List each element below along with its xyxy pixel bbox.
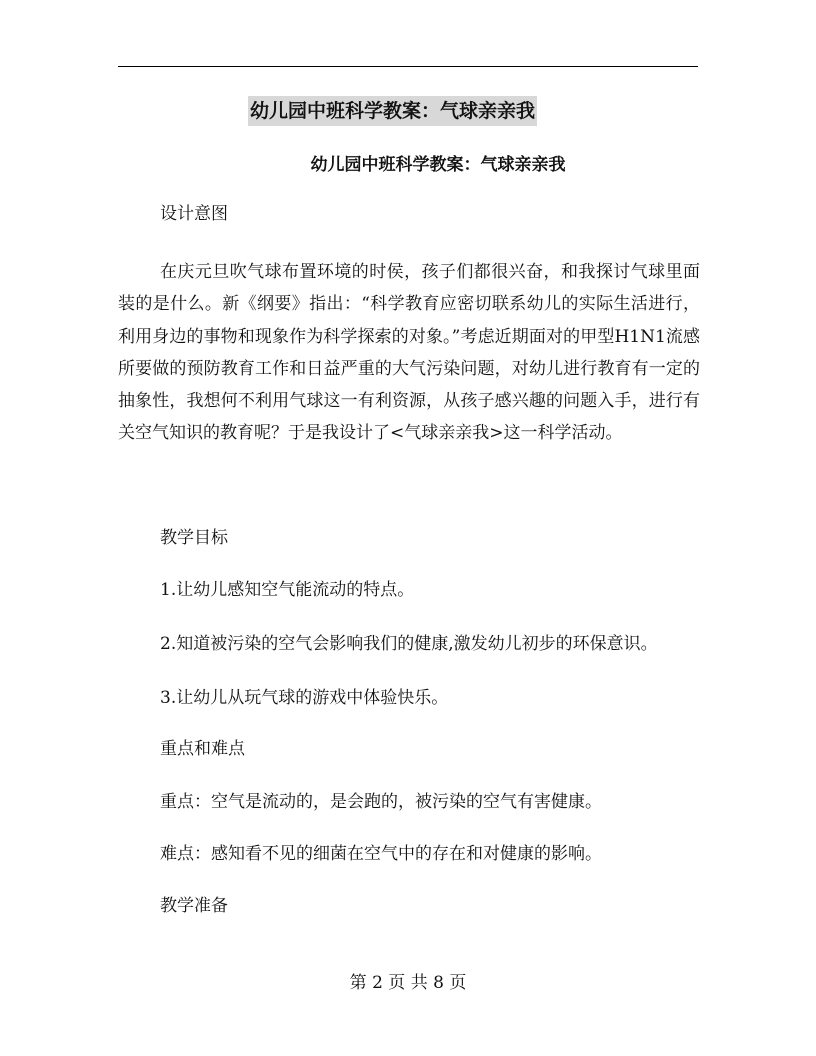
document-subtitle: 幼儿园中班科学教案：气球亲亲我 bbox=[310, 155, 566, 175]
section-heading-key-points: 重点和难点 bbox=[160, 739, 245, 759]
key-point-text: 重点：空气是流动的，是会跑的，被污染的空气有害健康。 bbox=[160, 792, 602, 812]
section-heading-goals: 教学目标 bbox=[160, 528, 228, 548]
document-title: 幼儿园中班科学教案：气球亲亲我 bbox=[248, 96, 537, 126]
goal-item-2: 2.知道被污染的空气会影响我们的健康,激发幼儿初步的环保意识。 bbox=[160, 634, 658, 654]
difficulty-text: 难点：感知看不见的细菌在空气中的存在和对健康的影响。 bbox=[160, 844, 602, 864]
goal-item-3: 3.让幼儿从玩气球的游戏中体验快乐。 bbox=[160, 688, 449, 708]
section-heading-prep: 教学准备 bbox=[160, 896, 228, 916]
header-rule bbox=[118, 66, 698, 67]
section-heading-design: 设计意图 bbox=[160, 204, 228, 224]
design-paragraph: 在庆元旦吹气球布置环境的时侯，孩子们都很兴奋，和我探讨气球里面装的是什么。新《纲要》指出：“科学教育应密切联系幼儿的实际生活进行，利用身边的事物和现象作为科学探索的对象。”考虑近期面对的甲型H1N1流感所要做的预防教育工作和日益严重的大气污染问题，对幼儿进行教育有一定的抽象性，我想何不利用气球这一有利资源，从孩子感兴趣的问题入手，进行有关空气知识的教育呢？于是我设计了<气球亲亲我>这一科学活动。 bbox=[118, 262, 700, 444]
page-number: 第 2 页 共 8 页 bbox=[349, 973, 467, 993]
goal-item-1: 1.让幼儿感知空气能流动的特点。 bbox=[160, 580, 415, 600]
